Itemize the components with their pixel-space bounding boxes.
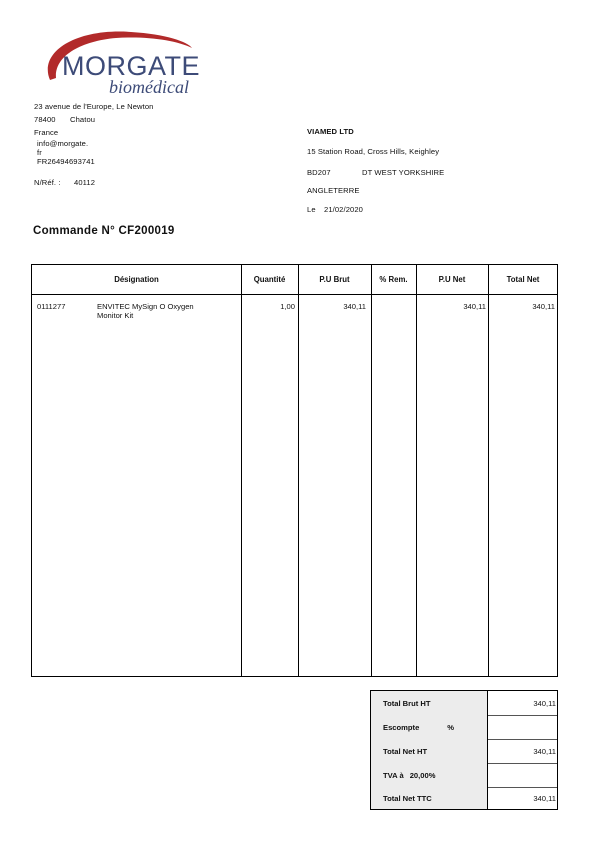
logo-wordmark: MORGATE	[62, 51, 200, 81]
recipient-name: VIAMED LTD	[307, 127, 354, 136]
totals-row-net-ttc	[371, 787, 557, 809]
totals-row-tva	[371, 763, 557, 787]
sender-postcode: 78400	[34, 115, 56, 124]
recipient-region: DT WEST YORKSHIRE	[362, 168, 445, 177]
tva-rate: 20,00%	[409, 770, 436, 780]
column-divider	[241, 265, 242, 676]
company-logo	[36, 22, 200, 100]
header-quantity: Quantité	[253, 275, 286, 284]
reference-value: 40112	[74, 178, 96, 187]
escompte-value	[487, 715, 559, 739]
item-reference: 0111277	[37, 302, 66, 311]
column-divider	[488, 265, 489, 676]
item-pu-net: 340,11	[463, 302, 486, 311]
recipient-postcode: BD207	[307, 168, 331, 177]
order-date: 21/02/2020	[324, 205, 364, 214]
tva-label-cell	[371, 763, 487, 787]
totals-column-divider	[487, 691, 488, 809]
total-net-ttc-value: 340,11	[533, 793, 556, 803]
reference-label: N/Réf. :	[34, 178, 61, 187]
recipient-country: ANGLETERRE	[307, 186, 360, 195]
header-pu-brut: P.U Brut	[319, 275, 350, 284]
header-pu-net: P.U Net	[438, 275, 466, 284]
sender-vat: FR26494693741	[37, 157, 95, 166]
totals-row-brut-ht	[371, 691, 557, 715]
totals-row-escompte	[371, 715, 557, 739]
header-remise: % Rem.	[379, 275, 408, 284]
totals-row-net-ht	[371, 739, 557, 763]
sender-country: France	[34, 128, 59, 137]
totals-box	[370, 690, 558, 810]
item-quantity: 1,00	[280, 302, 295, 311]
sender-city: Chatou	[70, 115, 96, 124]
sender-email-line1: info@morgate.	[37, 139, 89, 148]
total-brut-ht-value: 340,11	[533, 698, 556, 708]
column-divider	[371, 265, 372, 676]
logo-subtitle: biomédical	[109, 77, 189, 97]
item-designation-line2: Monitor Kit	[97, 311, 134, 320]
recipient-address: 15 Station Road, Cross Hills, Keighley	[307, 147, 440, 156]
column-divider	[416, 265, 417, 676]
total-net-ht-label: Total Net HT	[371, 739, 487, 763]
item-pu-brut: 340,11	[343, 302, 366, 311]
order-title: Commande N° CF200019	[33, 225, 175, 237]
column-divider	[298, 265, 299, 676]
escompte-label: Escompte	[383, 722, 420, 732]
header-divider	[32, 294, 557, 295]
total-net-ttc-label: Total Net TTC	[371, 787, 487, 809]
escompte-percent: %	[447, 722, 455, 732]
header-total-net: Total Net	[506, 275, 540, 284]
sender-email-line2: fr	[37, 148, 42, 157]
header-designation: Désignation	[114, 275, 159, 284]
order-lines-table	[31, 264, 558, 677]
item-total-net: 340,11	[532, 302, 555, 311]
escompte-label-cell	[371, 715, 487, 739]
total-net-ht-value: 340,11	[533, 746, 556, 756]
item-designation-line1: ENVITEC MySign O Oxygen	[97, 302, 194, 311]
tva-value	[487, 763, 559, 787]
total-brut-ht-label: Total Brut HT	[371, 691, 487, 715]
sender-address-line1: 23 avenue de l'Europe, Le Newton	[34, 102, 154, 111]
date-label: Le	[307, 205, 316, 214]
tva-label: TVA à	[383, 770, 404, 780]
